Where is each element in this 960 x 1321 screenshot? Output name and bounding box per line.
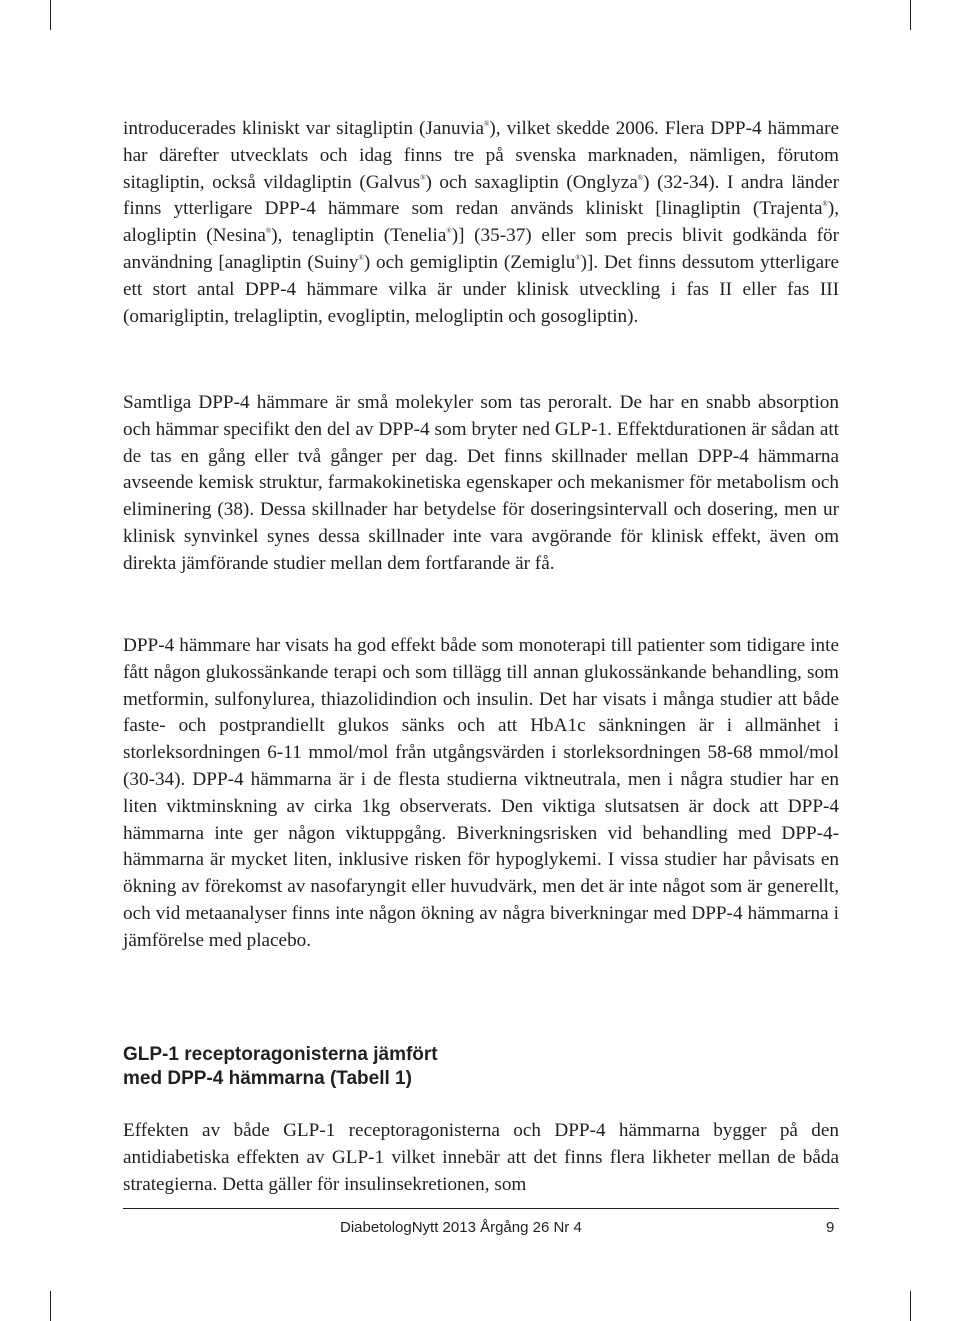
registered-mark: ®	[446, 227, 452, 236]
paragraph-dpp4-effects: DPP-4 hämmare har visats ha god effekt både som monoterapi till patienter som tidigare inte fått någon glukossänkande terapi och som tillägg till annan glukossänkande behandling, som metformin, sulfonylurea, thiazolidindion och insulin. Det har visats i många studier att både faste- och postprandiellt glukos sänks och att HbA1c sänkningen är i allmänhet i storleksordningen 6-11 mmol/mol från utgångsvärden i storleksordningen 58-68 mmol/mol (30-34). DPP-4 hämmarna är i de flesta studierna viktneutrala, men i några studier har en liten viktminskning av cirka 1kg observerats. Den viktiga slutsatsen är dock att DPP-4 hämmarna inte ger någon viktuppgång. Biverkningsrisken vid behandling med DPP-4-hämmarna är mycket liten, inklusive risken för hypoglykemi. I vissa studier har påvisats en ökning av förekomst av nasofaryngit eller huvudvärk, men det är inte något som är generellt, och vid metaanalyser finns inte någon ökning av några biverkningar med DPP-4 hämmarna i jämförelse med placebo.	[123, 635, 839, 951]
section-heading	[123, 1043, 839, 1091]
heading-line-2: med DPP-4 hämmarna (Tabell 1)	[123, 1068, 412, 1089]
heading-line-1: GLP-1 receptoragonisterna jämfört	[123, 1044, 438, 1065]
registered-mark: ®	[420, 173, 426, 182]
footer-journal-info: DiabetologNytt 2013 Årgång 26 Nr 4	[340, 1219, 582, 1236]
registered-mark: ®	[575, 253, 581, 262]
registered-mark: ®	[358, 253, 364, 262]
crop-mark-top-left	[50, 0, 51, 30]
paragraph-dpp4-properties: Samtliga DPP-4 hämmare är små molekyler som tas peroralt. De har en snabb absorption och hämmar specifikt den del av DPP-4 som bryter ned GLP-1. Effektdurationen är sådan att de tas en gång eller två gånger per dag. Det finns skillnader mellan DPP-4 hämmarna avseende kemisk struktur, farmakokinetiska egenskaper och mekanismer för metabolism och eliminering (38). Dessa skillnader har betydelse för doseringsintervall och dosering, men ur klinisk synvinkel synes dessa skillnader inte vara avgörande för klinisk effekt, även om direkta jämförande studier mellan dem fortfarande är få.	[123, 392, 839, 574]
registered-mark: ®	[822, 200, 828, 209]
crop-mark-bottom-left	[50, 1291, 51, 1321]
footer-divider	[123, 1208, 839, 1209]
paragraph-comparison-intro: Effekten av både GLP-1 receptoragonisterna och DPP-4 hämmarna bygger på den antidiabetiska effekten av GLP-1 vilket innebär att det finns flera likheter mellan de båda strategierna. Detta gäller för insulinsekretionen, som	[123, 1120, 839, 1195]
registered-mark: ®	[637, 173, 644, 182]
crop-mark-bottom-right	[910, 1291, 911, 1321]
registered-mark: ®	[484, 120, 490, 128]
crop-mark-top-right	[910, 0, 911, 30]
paragraph-dpp4-introduction: introducerades kliniskt var sitagliptin (Januvia®), vilket skedde 2006. Flera DPP-4 hämmare har därefter utvecklats och idag finns tre på svenska marknaden, nämligen, förutom sitagliptin, också vildagliptin (Galvus®) och saxagliptin (Onglyza®) (32-34). I andra länder finns ytterligare DPP-4 hämmare som redan används kliniskt [linagliptin (Trajenta®), alogliptin (Nesina®), tenagliptin (Tenelia®)] (35-37) eller som precis blivit godkända för användning [anagliptin (Suiny®) och gemigliptin (Zemiglu®)]. Det finns dessutom ytterligare ett stort antal DPP-4 hämmare vilka är under klinisk utveckling i fas II eller fas III (omarigliptin, trelagliptin, evogliptin, melogliptin och gosogliptin).	[123, 118, 840, 327]
registered-mark: ®	[265, 227, 272, 236]
page-number: 9	[826, 1219, 835, 1236]
